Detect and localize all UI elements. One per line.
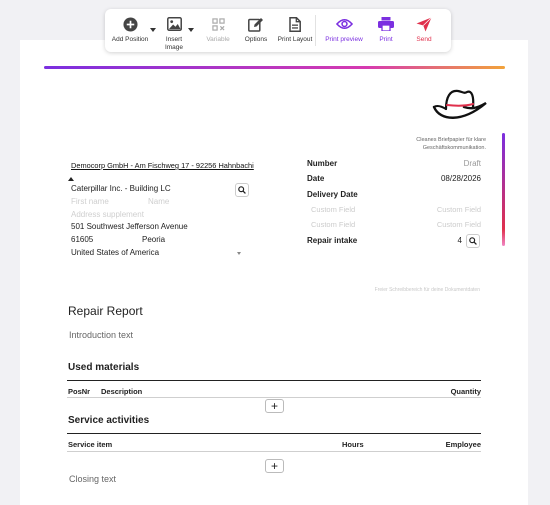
closing-text[interactable]: Closing text bbox=[69, 474, 117, 484]
add-service-button[interactable] bbox=[265, 459, 284, 473]
print-preview-button[interactable]: Print preview bbox=[319, 9, 369, 52]
country-dropdown-icon[interactable] bbox=[237, 252, 241, 255]
editor-toolbar bbox=[105, 9, 451, 52]
print-layout-button[interactable]: Print Layout bbox=[273, 9, 317, 52]
date-value[interactable]: 08/28/2026 bbox=[440, 174, 481, 183]
date-label: Date bbox=[307, 174, 325, 183]
col-description: Description bbox=[101, 387, 143, 396]
options-button[interactable]: Options bbox=[239, 9, 273, 52]
introduction-text[interactable]: Introduction text bbox=[69, 330, 134, 340]
repair-intake-search-button[interactable] bbox=[466, 234, 480, 248]
city-field[interactable]: Peoria bbox=[142, 235, 166, 244]
recipient-search-button[interactable] bbox=[235, 183, 249, 197]
country-select[interactable]: United States of America bbox=[71, 248, 160, 257]
repair-intake-label: Repair intake bbox=[307, 236, 358, 245]
zip-field[interactable]: 61605 bbox=[71, 235, 94, 244]
send-paper-plane-icon bbox=[416, 17, 432, 32]
variable-grid-icon bbox=[212, 18, 225, 31]
search-icon bbox=[469, 237, 477, 245]
custom-field-1-value[interactable]: Custom Field bbox=[436, 205, 481, 214]
service-activities-title: Service activities bbox=[68, 415, 150, 426]
name-field[interactable]: Name bbox=[148, 197, 170, 206]
document-title[interactable]: Repair Report bbox=[68, 304, 143, 318]
number-label: Number bbox=[307, 159, 338, 168]
printer-icon bbox=[378, 17, 394, 31]
sender-address-line[interactable]: Democorp GmbH - Am Fischweg 17 - 92256 Hahnbachi bbox=[71, 161, 254, 170]
used-materials-header-rule bbox=[67, 397, 481, 398]
side-accent-bar bbox=[502, 133, 505, 246]
col-hours: Hours bbox=[342, 440, 364, 449]
search-icon bbox=[238, 186, 246, 194]
insert-image-dropdown-caret[interactable] bbox=[188, 28, 194, 32]
add-position-button[interactable]: Add Position bbox=[109, 9, 151, 52]
insert-image-button[interactable]: Insert Image bbox=[159, 9, 189, 52]
send-button[interactable]: Send bbox=[409, 9, 439, 52]
col-posnr: PosNr bbox=[68, 387, 91, 396]
plus-icon: + bbox=[270, 399, 278, 413]
custom-field-1-label[interactable]: Custom Field bbox=[311, 205, 356, 214]
collapse-caret-icon[interactable] bbox=[68, 177, 74, 181]
eye-icon bbox=[336, 18, 353, 30]
repair-intake-value[interactable]: 4 bbox=[457, 236, 462, 245]
header-gradient-line bbox=[44, 66, 505, 69]
address-supplement-field[interactable]: Address supplement bbox=[71, 210, 144, 219]
variable-button[interactable]: Variable bbox=[199, 9, 237, 52]
service-activities-header-rule bbox=[67, 451, 481, 452]
col-service-item: Service item bbox=[68, 440, 113, 449]
print-button[interactable]: Print bbox=[371, 9, 401, 52]
cowboy-hat-logo-icon bbox=[432, 87, 488, 123]
document-icon bbox=[289, 17, 301, 32]
free-writing-area-hint: Freier Schreibbereich für deine Dokumentdaten bbox=[374, 287, 480, 293]
custom-field-2-label[interactable]: Custom Field bbox=[311, 220, 356, 229]
delivery-date-label: Delivery Date bbox=[307, 190, 358, 199]
edit-pencil-icon bbox=[248, 17, 264, 32]
col-quantity: Quantity bbox=[450, 387, 481, 396]
col-employee: Employee bbox=[445, 440, 481, 449]
plus-icon: + bbox=[270, 459, 278, 473]
add-material-button[interactable] bbox=[265, 399, 284, 413]
custom-field-2-value[interactable]: Custom Field bbox=[436, 220, 481, 229]
add-circle-icon bbox=[123, 17, 138, 32]
service-activities-rule bbox=[67, 433, 481, 434]
first-name-field[interactable]: First name bbox=[71, 197, 109, 206]
image-icon bbox=[167, 17, 182, 31]
toolbar-separator bbox=[315, 15, 316, 46]
street-field[interactable]: 501 Southwest Jefferson Avenue bbox=[71, 222, 188, 231]
company-tagline: Cleanes Briefpapier für klare Geschäftskommunikation. bbox=[416, 137, 486, 151]
number-value: Draft bbox=[463, 159, 481, 168]
recipient-company[interactable]: Caterpillar Inc. - Building LC bbox=[71, 184, 171, 193]
used-materials-rule bbox=[67, 380, 481, 381]
add-position-dropdown-caret[interactable] bbox=[150, 28, 156, 32]
used-materials-title: Used materials bbox=[68, 362, 140, 373]
